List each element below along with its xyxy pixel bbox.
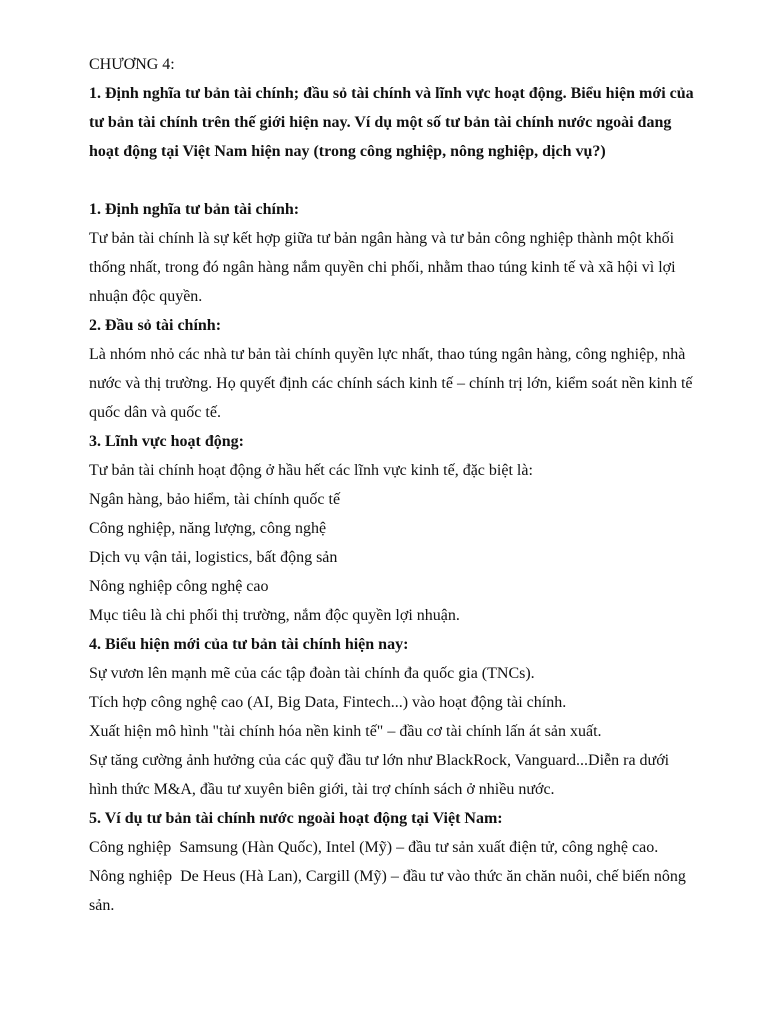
paragraph-line: nước và thị trường. Họ quyết định các chính sách kinh tế – chính trị lớn, kiểm soát nền kinh tế xyxy=(89,375,693,392)
paragraph-line: Tích hợp công nghệ cao (AI, Big Data, Fintech...) vào hoạt động tài chính. xyxy=(89,694,567,711)
section-heading: 3. Lĩnh vực hoạt động: xyxy=(89,433,244,450)
paragraph-line: nhuận độc quyền. xyxy=(89,288,203,305)
main-question xyxy=(89,79,721,166)
paragraph-line: sản. xyxy=(89,897,115,914)
main-question-line: 1. Định nghĩa tư bản tài chính; đầu sỏ tài chính và lĩnh vực hoạt động. Biểu hiện mới của xyxy=(89,85,694,102)
blank-line xyxy=(89,166,721,195)
main-question-line: tư bản tài chính trên thế giới hiện nay. Ví dụ một số tư bản tài chính nước ngoài đang xyxy=(89,114,672,131)
section-heading: 2. Đầu sỏ tài chính: xyxy=(89,317,222,334)
section-examples-vietnam xyxy=(89,804,721,920)
section-fields-of-activity xyxy=(89,427,721,630)
paragraph-line: Sự tăng cường ảnh hưởng của các quỹ đầu tư lớn như BlackRock, Vanguard...Diễn ra dưới xyxy=(89,752,670,769)
paragraph-line: Nông nghiệp De Heus (Hà Lan), Cargill (Mỹ) – đầu tư vào thức ăn chăn nuôi, chế biến nông xyxy=(89,868,686,885)
paragraph-line: Tư bản tài chính hoạt động ở hầu hết các lĩnh vực kinh tế, đặc biệt là: xyxy=(89,462,533,479)
document-page xyxy=(89,50,721,920)
paragraph-line: Sự vươn lên mạnh mẽ của các tập đoàn tài chính đa quốc gia (TNCs). xyxy=(89,665,535,682)
paragraph-line: Tư bản tài chính là sự kết hợp giữa tư bản ngân hàng và tư bản công nghiệp thành một khối xyxy=(89,230,675,247)
paragraph-line: thống nhất, trong đó ngân hàng nắm quyền chi phối, nhằm thao túng kinh tế và xã hội vì lợi xyxy=(89,259,676,276)
list-item: Công nghiệp, năng lượng, công nghệ xyxy=(89,520,327,537)
section-heading: 1. Định nghĩa tư bản tài chính: xyxy=(89,201,300,218)
paragraph-line: Xuất hiện mô hình "tài chính hóa nền kinh tế" – đầu cơ tài chính lấn át sản xuất. xyxy=(89,723,602,740)
section-definition xyxy=(89,195,721,311)
paragraph-line: hình thức M&A, đầu tư xuyên biên giới, tài trợ chính sách ở nhiều nước. xyxy=(89,781,555,798)
main-question-line: hoạt động tại Việt Nam hiện nay (trong công nghiệp, nông nghiệp, dịch vụ?) xyxy=(89,143,606,160)
paragraph-line: Mục tiêu là chi phối thị trường, nắm độc quyền lợi nhuận. xyxy=(89,607,460,624)
section-new-manifestations xyxy=(89,630,721,804)
section-financial-oligarchy xyxy=(89,311,721,427)
paragraph-line: Là nhóm nhỏ các nhà tư bản tài chính quyền lực nhất, thao túng ngân hàng, công nghiệp, nhà xyxy=(89,346,686,363)
list-item: Nông nghiệp công nghệ cao xyxy=(89,578,269,595)
section-heading: 4. Biểu hiện mới của tư bản tài chính hiện nay: xyxy=(89,636,409,653)
paragraph-line: Công nghiệp Samsung (Hàn Quốc), Intel (Mỹ) – đầu tư sản xuất điện tử, công nghệ cao. xyxy=(89,839,659,856)
list-item: Ngân hàng, bảo hiểm, tài chính quốc tế xyxy=(89,491,341,508)
list-item: Dịch vụ vận tải, logistics, bất động sản xyxy=(89,549,338,566)
section-heading: 5. Ví dụ tư bản tài chính nước ngoài hoạt động tại Việt Nam: xyxy=(89,810,503,827)
paragraph-line: quốc dân và quốc tế. xyxy=(89,404,221,421)
chapter-title: CHƯƠNG 4: xyxy=(89,56,175,73)
